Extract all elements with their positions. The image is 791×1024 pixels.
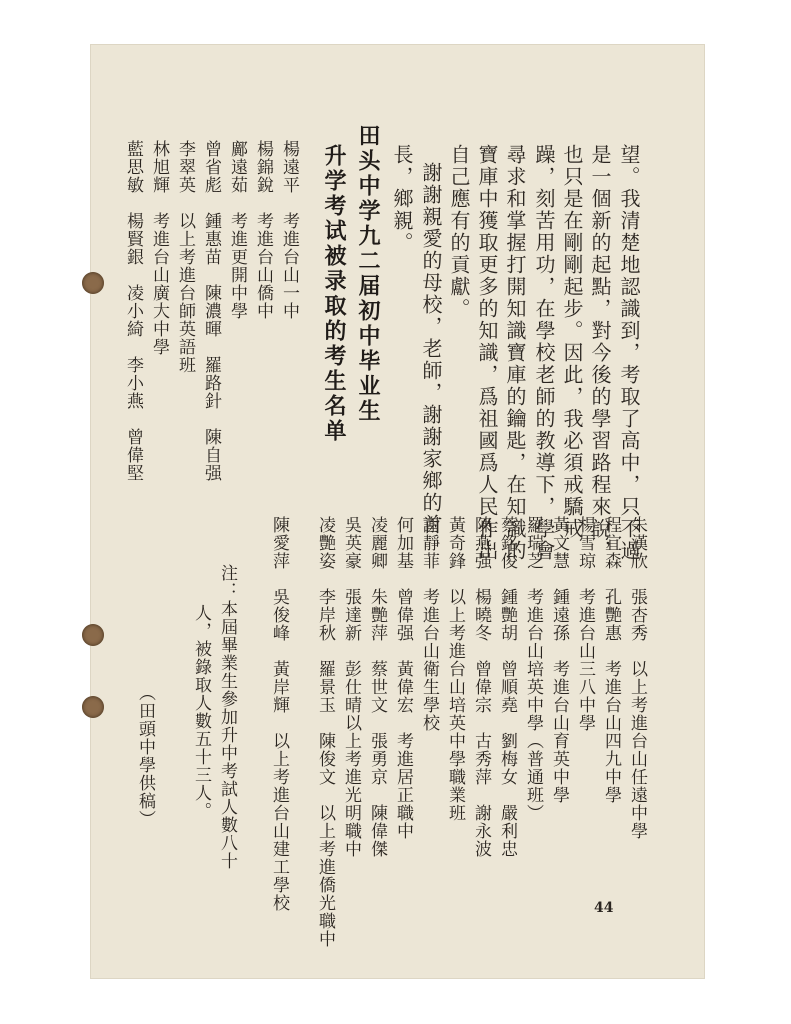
admission-entry: 何加基 曾偉强 黃偉宏 考進居正職中 [393,516,413,840]
document-page [90,44,705,979]
admission-entry: 楊雪琼 考進台山三八中學 [575,516,595,732]
essay-line: 躁，刻苦用功，在學校老師的教導下，學會 [532,144,556,562]
note-line: 注：本屆畢業生參加升中考試人數八十 [217,564,237,870]
essay-line: 自己應有的貢獻。 [447,144,471,320]
essay-line: 謝謝親愛的母校，老師，謝謝家鄉的首 [419,162,443,536]
admission-entry: 朱漢欣 張杏秀 以上考進台山任遠中學 [627,516,647,840]
admission-entry: 陳燕强 楊曉冬 曾偉宗 古秀萍 謝永波 [471,516,491,858]
essay-line: 長，鄉親。 [390,144,414,254]
list-title-line-1: 田头中学九二届初中毕业生 [355,124,380,424]
admission-entry: 吳英豪 張達新 彭仕晴以上考進光明職中 [341,516,361,858]
list-title-line-2: 升学考试被录取的考生名单 [321,144,346,444]
source-credit: （田頭中學供稿） [135,684,155,828]
essay-line: 是一個新的起點，對今後的學習路程來說， [588,144,612,562]
admission-entry: 黃文慧 鍾遠孫 考進台山育英中學 [549,516,569,804]
page-number: 44 [594,900,614,916]
admission-entry: 曾省彪 鍾惠苗 陳濃暉 羅路針 陳自强 [201,140,221,482]
admission-entry: 凌艷姿 李岸秋 羅景玉 陳俊文 以上考進僑光職中 [315,516,335,948]
punch-hole [82,696,104,718]
punch-hole [82,272,104,294]
admission-entry: 謝靜菲 考進台山衛生學校 [419,516,439,732]
essay-line: 望。我清楚地認識到，考取了高中，只不過 [617,144,641,562]
admission-entry: 林旭輝 考進台山廣大中學 [149,140,169,356]
admission-entry: 凌麗卿 朱艷萍 蔡世文 張勇京 陳偉傑 [367,516,387,858]
admission-entry: 程宜森 孔艷惠 考進台山四九中學 [601,516,621,804]
admission-entry: 楊遠平 考進台山一中 [279,140,299,320]
admission-entry: 黃奇鋒 以上考進台山培英中學職業班 [445,516,465,822]
note-line: 人，被錄取人數五十三人。 [191,604,211,820]
admission-entry: 楊錦銳 考進台山僑中 [253,140,273,320]
admission-entry: 李翠英 以上考進台師英語班 [175,140,195,374]
admission-entry: 蔡銘俊 鍾艷胡 曾順堯 劉梅女 嚴利忠 [497,516,517,858]
essay-line: 尋求和掌握打開知識寶庫的鑰匙，在知識的 [503,144,527,562]
admission-entry: 陳愛萍 吳俊峰 黃岸輝 以上考進台山建工學校 [269,516,289,912]
admission-entry: 羅瑞芝 考進台山培英中學（普通班） [523,516,543,822]
essay-line: 也只是在剛剛起步。因此，我必須戒驕戒 [560,144,584,540]
admission-entry: 鄺遠茹 考進更開中學 [227,140,247,320]
admission-entry: 藍思敏 楊賢銀 凌小綺 李小燕 曾偉堅 [123,140,143,482]
essay-line: 寶庫中獲取更多的知識，爲祖國爲人民作出 [475,144,499,562]
punch-hole [82,624,104,646]
